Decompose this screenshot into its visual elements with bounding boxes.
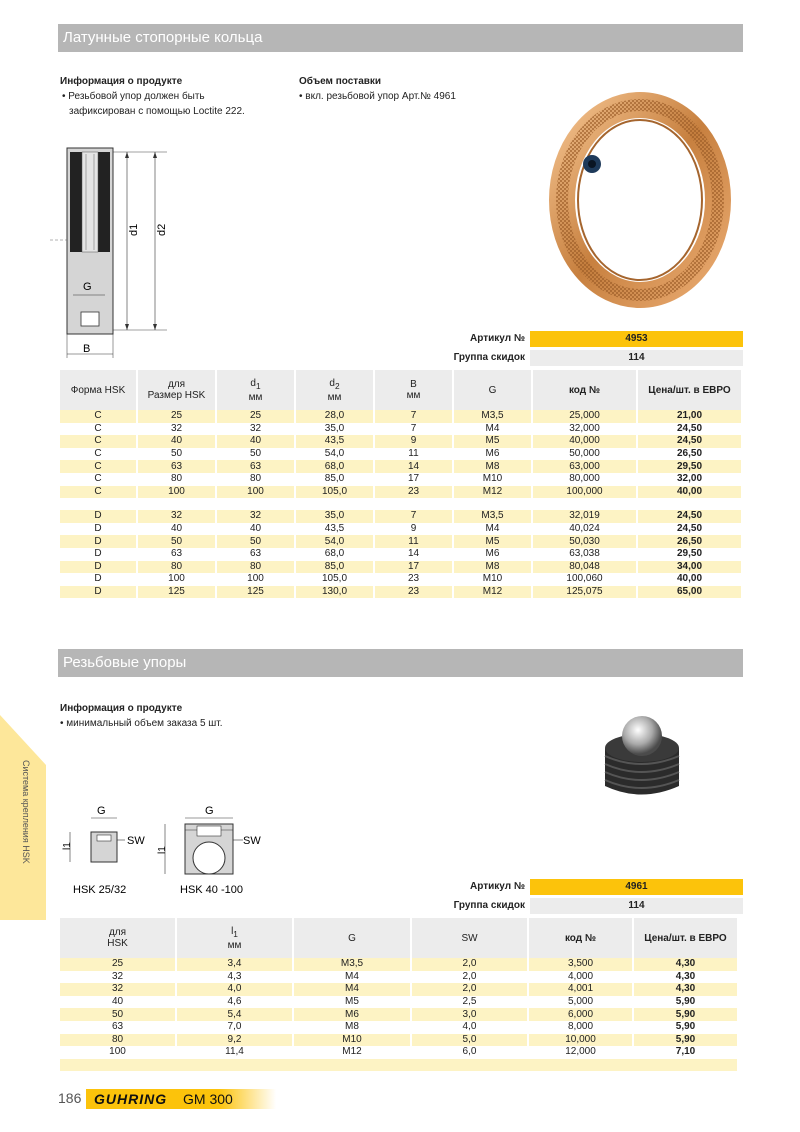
table-cell: 32,000 — [533, 423, 636, 436]
info-line: зафиксирован с помощью Loctite 222. — [69, 106, 245, 117]
table-row — [60, 1034, 737, 1047]
table-cell: 40,00 — [638, 573, 741, 586]
table-cell: M8 — [454, 561, 531, 574]
article-value: 4953 — [530, 331, 743, 347]
table-cell: 4,0 — [412, 1021, 527, 1034]
drawing-label-large: HSK 40 -100 — [180, 884, 243, 896]
table-cell: 63 — [217, 460, 294, 473]
col-header-price: Цена/шт. в ЕВРО — [638, 370, 741, 410]
table-cell: 32,00 — [638, 473, 741, 486]
dim-sw-label: SW — [243, 835, 261, 847]
article-meta — [58, 331, 743, 369]
table-cell: 9 — [375, 435, 452, 448]
table-cell: 50 — [217, 448, 294, 461]
table-cell: 5,4 — [177, 1008, 292, 1021]
dim-d1-label: d1 — [128, 223, 140, 236]
table-cell: 10,000 — [529, 1034, 632, 1047]
table-row — [60, 448, 741, 461]
table-cell: 25 — [138, 410, 215, 423]
table-cell: 6,0 — [412, 1046, 527, 1059]
table-cell: D — [60, 535, 136, 548]
info-heading: Информация о продукте — [60, 76, 183, 87]
table-cell: 4,000 — [529, 971, 632, 984]
table-cell: M12 — [454, 586, 531, 599]
table-cell: 85,0 — [296, 561, 373, 574]
table-cell: 5,000 — [529, 996, 632, 1009]
table-cell: C — [60, 448, 136, 461]
table-cell: 24,50 — [638, 423, 741, 436]
table-row — [60, 423, 741, 436]
table-cell: 40 — [138, 523, 215, 536]
info-line: • Резьбовой упор должен быть — [62, 91, 205, 102]
catalog-model: GM 300 — [183, 1091, 233, 1107]
table-cell: M12 — [454, 486, 531, 499]
col-header-kod: код № — [533, 370, 636, 410]
col-header-l1: $l_1$ мм — [177, 918, 292, 958]
dim-g-label: G — [97, 805, 106, 817]
table-cell: 63 — [217, 548, 294, 561]
table-row — [60, 1021, 737, 1034]
table-cell: 9,2 — [177, 1034, 292, 1047]
table-row — [60, 958, 737, 971]
table-cell: C — [60, 473, 136, 486]
table-cell: M8 — [454, 460, 531, 473]
table-cell: 7 — [375, 510, 452, 523]
article-label: Артикул № — [470, 881, 525, 892]
table-cell: 50,000 — [533, 448, 636, 461]
table-cell: D — [60, 523, 136, 536]
table-cell: 63 — [60, 1021, 175, 1034]
table-cell: 34,00 — [638, 561, 741, 574]
table-cell: 26,50 — [638, 535, 741, 548]
table-cell: C — [60, 435, 136, 448]
table-cell: 7 — [375, 410, 452, 423]
table-cell: 12,000 — [529, 1046, 632, 1059]
table-cell: M6 — [454, 448, 531, 461]
table-row — [60, 548, 741, 561]
table-cell: 29,50 — [638, 548, 741, 561]
table-cell: 4,001 — [529, 983, 632, 996]
brand-logo: GUHRING — [94, 1091, 168, 1107]
table-cell: 40,024 — [533, 523, 636, 536]
sidebar-label: Система крепления HSK — [21, 760, 31, 864]
product-info — [60, 701, 223, 731]
table-cell: 5,90 — [634, 1034, 737, 1047]
table-cell: 25 — [217, 410, 294, 423]
table-cell: M6 — [294, 1008, 410, 1021]
table-cell: 17 — [375, 561, 452, 574]
table-cell: 80 — [217, 473, 294, 486]
table-cell: D — [60, 510, 136, 523]
section-banner-stops — [58, 649, 743, 677]
table-cell: 40,000 — [533, 435, 636, 448]
dim-b-label: B — [83, 343, 91, 355]
table-cell: 21,00 — [638, 410, 741, 423]
table-cell: 32 — [60, 983, 175, 996]
col-header-price: Цена/шт. в ЕВРО — [634, 918, 737, 958]
table-cell: M3,5 — [294, 958, 410, 971]
table-cell: 32 — [138, 423, 215, 436]
table-cell: 80 — [60, 1034, 175, 1047]
table-cell: C — [60, 486, 136, 499]
table-cell: 11 — [375, 535, 452, 548]
table-cell: C — [60, 460, 136, 473]
delivery-heading: Объем поставки — [299, 76, 382, 87]
brass-ring-photo — [545, 85, 730, 310]
table-cell: 40 — [217, 523, 294, 536]
table-cell: 3,4 — [177, 958, 292, 971]
table-cell: 80 — [138, 473, 215, 486]
table-cell: M5 — [454, 435, 531, 448]
table-cell: 17 — [375, 473, 452, 486]
table-cell: 50 — [138, 535, 215, 548]
table-cell: M10 — [294, 1034, 410, 1047]
table-cell: 125,075 — [533, 586, 636, 599]
table-cell: D — [60, 561, 136, 574]
info-heading: Информация о продукте — [60, 703, 183, 714]
table-cell: 32 — [60, 971, 175, 984]
discount-value: 114 — [530, 350, 743, 366]
col-header-forma: Форма HSK — [60, 370, 136, 410]
table-row — [60, 971, 737, 984]
table-cell: 50,030 — [533, 535, 636, 548]
table-cell: 4,30 — [634, 958, 737, 971]
table-cell: 7 — [375, 423, 452, 436]
table-cell: 23 — [375, 573, 452, 586]
col-header-b: B мм — [375, 370, 452, 410]
delivery-item: • вкл. резьбовой упор Арт.№ 4961 — [299, 91, 456, 102]
table-cell: 40 — [138, 435, 215, 448]
table-cell: 105,0 — [296, 486, 373, 499]
table-cell: 5,90 — [634, 1008, 737, 1021]
table-cell: 2,0 — [412, 983, 527, 996]
table-cell: 25,000 — [533, 410, 636, 423]
delivery-info — [299, 74, 456, 104]
table-row — [60, 983, 737, 996]
table-cell: 100 — [217, 486, 294, 499]
table-cell: M6 — [454, 548, 531, 561]
table-cell: 40,00 — [638, 486, 741, 499]
table-cell: M5 — [294, 996, 410, 1009]
table-cell: 3,0 — [412, 1008, 527, 1021]
article-meta — [58, 879, 743, 917]
table-cell: M3,5 — [454, 410, 531, 423]
table-cell: 32 — [138, 510, 215, 523]
table-cell: 4,30 — [634, 983, 737, 996]
table-cell: 24,50 — [638, 523, 741, 536]
col-header-kod: код № — [529, 918, 632, 958]
table-cell: M4 — [294, 971, 410, 984]
table-cell: 26,50 — [638, 448, 741, 461]
section-title: Латунные стопорные кольца — [63, 29, 263, 46]
table-cell: 2,5 — [412, 996, 527, 1009]
table-cell: 54,0 — [296, 448, 373, 461]
table-cell: 80,000 — [533, 473, 636, 486]
col-header-d1: $d_1$ мм — [217, 370, 294, 410]
table-cell: 7,0 — [177, 1021, 292, 1034]
table-cell: 105,0 — [296, 573, 373, 586]
table-cell: M12 — [294, 1046, 410, 1059]
section-banner-rings — [58, 24, 743, 52]
table-cell: 80 — [217, 561, 294, 574]
table-cell: 5,90 — [634, 996, 737, 1009]
table-cell: 6,000 — [529, 1008, 632, 1021]
table-cell: 5,90 — [634, 1021, 737, 1034]
table-cell: 100 — [60, 1046, 175, 1059]
table-cell: C — [60, 410, 136, 423]
table-row — [60, 573, 741, 586]
table-cell: 29,50 — [638, 460, 741, 473]
table-cell: 63 — [138, 548, 215, 561]
product-info — [60, 74, 245, 119]
table-cell: 32 — [217, 423, 294, 436]
table-cell: 63 — [138, 460, 215, 473]
table-row — [60, 561, 741, 574]
col-header-sw: SW — [412, 918, 527, 958]
table-cell: 32 — [217, 510, 294, 523]
table-cell: 25 — [60, 958, 175, 971]
table-cell: 24,50 — [638, 435, 741, 448]
table-cell: 11,4 — [177, 1046, 292, 1059]
threaded-stop-photo — [597, 708, 692, 803]
table-cell: 7,10 — [634, 1046, 737, 1059]
table-cell: 50 — [60, 1008, 175, 1021]
table-cell: D — [60, 586, 136, 599]
dim-l1-label: l1 — [157, 846, 168, 854]
dim-l1-label: l1 — [62, 842, 73, 850]
table-cell: 63,038 — [533, 548, 636, 561]
table-cell: 8,000 — [529, 1021, 632, 1034]
table-cell: 125 — [138, 586, 215, 599]
table-cell: D — [60, 573, 136, 586]
table-cell: 28,0 — [296, 410, 373, 423]
stops-table — [58, 918, 739, 1071]
table-cell: 23 — [375, 486, 452, 499]
table-row — [60, 486, 741, 499]
table-cell: 40 — [60, 996, 175, 1009]
dim-sw-label: SW — [127, 835, 145, 847]
table-cell: M4 — [454, 523, 531, 536]
table-cell: M10 — [454, 573, 531, 586]
table-cell: 4,3 — [177, 971, 292, 984]
table-cell: 68,0 — [296, 460, 373, 473]
discount-label: Группа скидок — [453, 352, 525, 363]
table-cell: 100 — [138, 573, 215, 586]
table-row — [60, 460, 741, 473]
table-cell: 2,0 — [412, 958, 527, 971]
table-cell: C — [60, 423, 136, 436]
col-header-hsk: для HSK — [60, 918, 175, 958]
col-header-g: G — [454, 370, 531, 410]
table-cell: 43,5 — [296, 523, 373, 536]
col-header-d2: $d_2$ мм — [296, 370, 373, 410]
table-cell: D — [60, 548, 136, 561]
table-row — [60, 586, 741, 599]
discount-label: Группа скидок — [453, 900, 525, 911]
table-cell: M10 — [454, 473, 531, 486]
table-row — [60, 473, 741, 486]
table-cell: 2,0 — [412, 971, 527, 984]
table-row — [60, 1008, 737, 1021]
table-cell: 100,000 — [533, 486, 636, 499]
table-cell: 63,000 — [533, 460, 636, 473]
table-cell: 80,048 — [533, 561, 636, 574]
table-row — [60, 510, 741, 523]
page-number: 186 — [58, 1090, 82, 1106]
article-value: 4961 — [530, 879, 743, 895]
table-cell: 11 — [375, 448, 452, 461]
table-cell: 3,500 — [529, 958, 632, 971]
table-cell: M5 — [454, 535, 531, 548]
table-cell: 100 — [217, 573, 294, 586]
table-cell: 9 — [375, 523, 452, 536]
table-cell: 14 — [375, 460, 452, 473]
table-cell: 80 — [138, 561, 215, 574]
discount-value: 114 — [530, 898, 743, 914]
table-cell: 85,0 — [296, 473, 373, 486]
table-cell: 65,00 — [638, 586, 741, 599]
table-cell: 43,5 — [296, 435, 373, 448]
table-cell: 40 — [217, 435, 294, 448]
article-label: Артикул № — [470, 333, 525, 344]
table-cell: M4 — [454, 423, 531, 436]
table-cell: 24,50 — [638, 510, 741, 523]
table-cell: 4,30 — [634, 971, 737, 984]
table-cell: 54,0 — [296, 535, 373, 548]
table-cell: 50 — [217, 535, 294, 548]
table-row — [60, 435, 741, 448]
table-cell: 4,6 — [177, 996, 292, 1009]
table-cell: 100 — [138, 486, 215, 499]
table-cell: 100,060 — [533, 573, 636, 586]
table-cell: 32,019 — [533, 510, 636, 523]
col-header-size: для Размер HSK — [138, 370, 215, 410]
table-cell: 125 — [217, 586, 294, 599]
dim-g-label: G — [83, 281, 92, 293]
table-cell: 68,0 — [296, 548, 373, 561]
table-cell: 5,0 — [412, 1034, 527, 1047]
table-row — [60, 1046, 737, 1059]
table-cell: 35,0 — [296, 510, 373, 523]
table-cell: M4 — [294, 983, 410, 996]
drawing-label-small: HSK 25/32 — [73, 884, 127, 896]
table-cell: 35,0 — [296, 423, 373, 436]
section-title: Резьбовые упоры — [63, 654, 187, 671]
table-row — [60, 523, 741, 536]
table-cell: 23 — [375, 586, 452, 599]
info-line: • минимальный объем заказа 5 шт. — [60, 718, 223, 729]
table-cell: 14 — [375, 548, 452, 561]
dim-g-label: G — [205, 805, 214, 817]
table-cell: M8 — [294, 1021, 410, 1034]
table-cell: 50 — [138, 448, 215, 461]
dim-d2-label: d2 — [156, 223, 168, 236]
table-row — [60, 535, 741, 548]
table-cell: 4,0 — [177, 983, 292, 996]
rings-table — [58, 370, 743, 598]
table-row — [60, 410, 741, 423]
col-header-g: G — [294, 918, 410, 958]
table-cell: 130,0 — [296, 586, 373, 599]
table-row — [60, 996, 737, 1009]
table-cell: M3,5 — [454, 510, 531, 523]
